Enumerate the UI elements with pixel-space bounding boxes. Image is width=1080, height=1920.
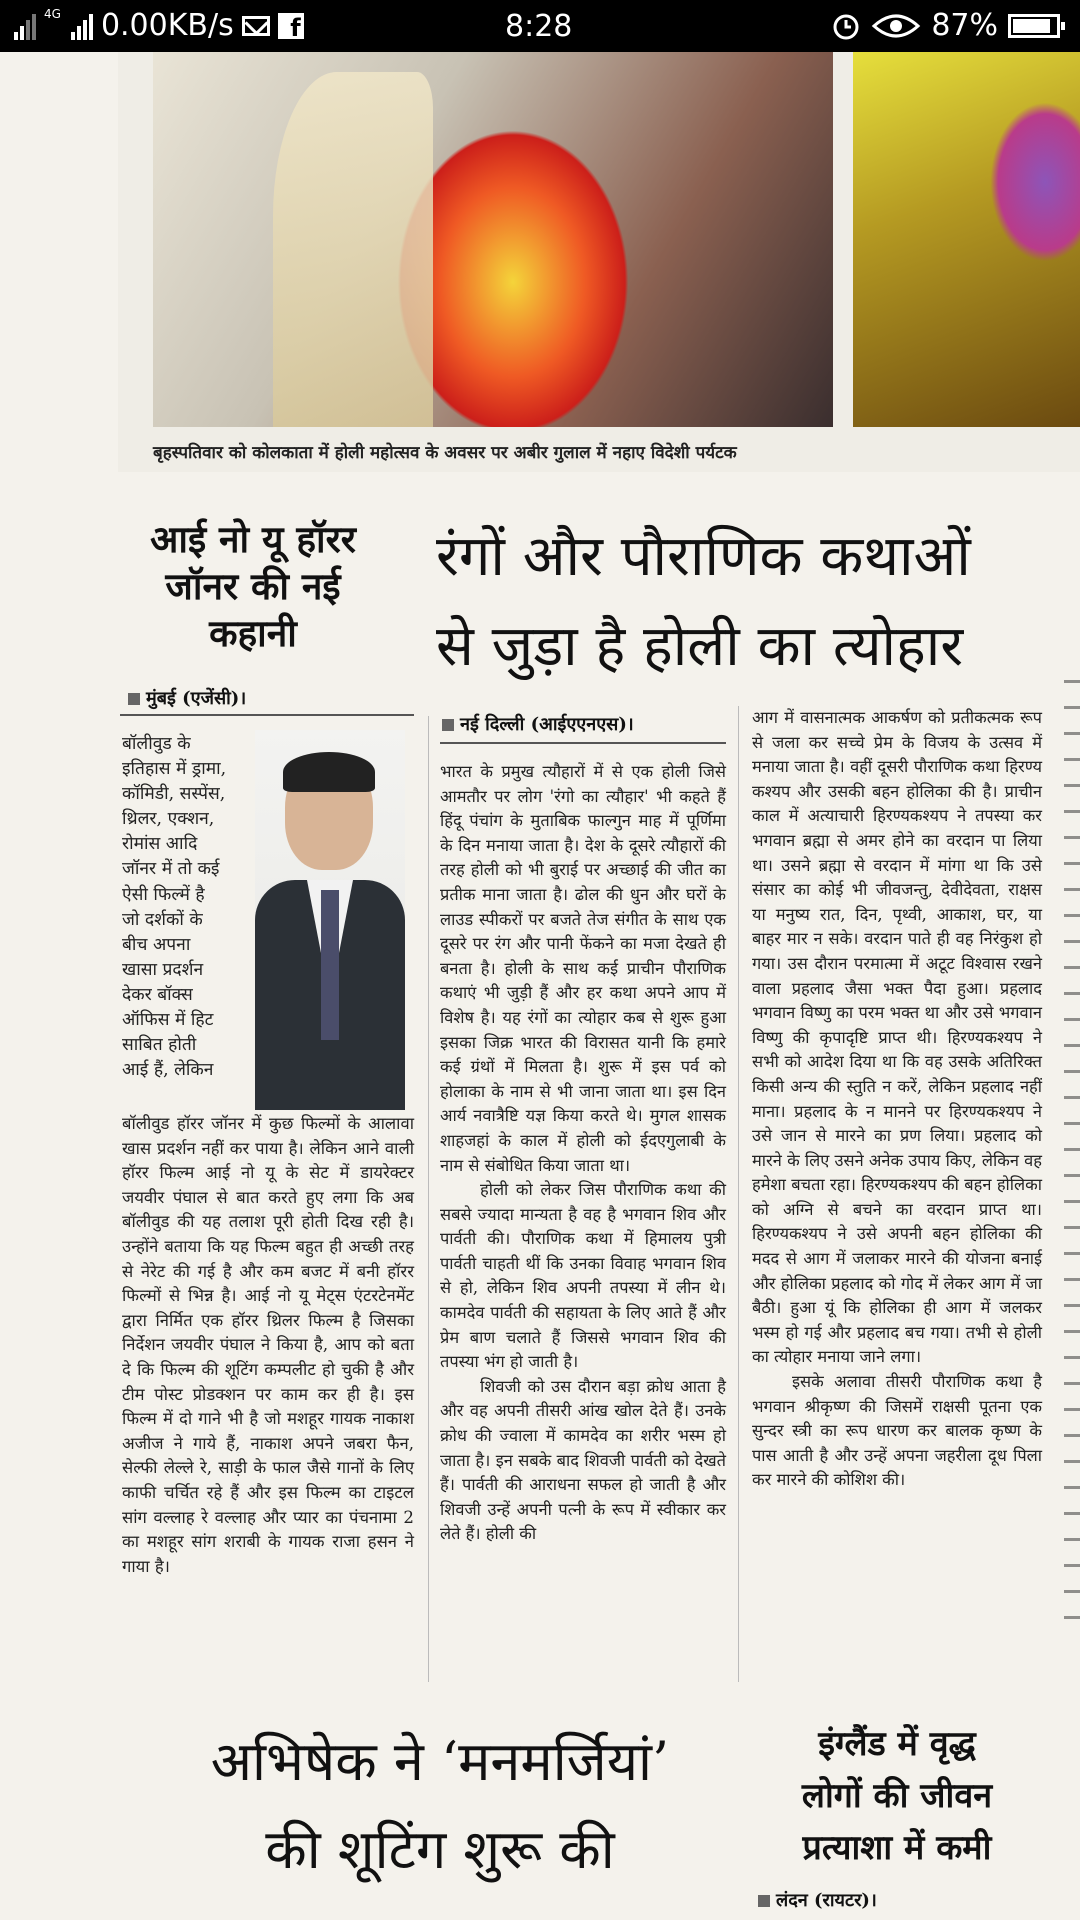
main-dateline-rule: [440, 742, 726, 744]
left-dateline-rule: [120, 714, 414, 716]
bottom-right-headline: [752, 1718, 1042, 1874]
wrap-line: बीच अपना: [122, 934, 191, 955]
main-col2-para-1: आग में वासनात्मक आकर्षण को प्रतीकत्मक रूप से जला कर सच्चे प्रेम के विजय के उत्सव में मनाया जाता है। वहीं दूसरी पौराणिक कथा हिरण्य कश्यप और उसकी बहन होलिका की है। प्राचीन काल में अत्याचारी हिरण्यकश्यप ने तपस्या कर भगवान ब्रह्मा से अमर होने का वरदान पा लिया था। उसने ब्रह्मा से वरदान में मांगा था कि उसे संसार का कोई भी जीवजन्तु, देवीदेवता, राक्षस या मनुष्य रात, दिन, पृथ्वी, आकाश, घर, या बाहर मार न सके। वरदान पाते ही वह निरंकुश हो गया। उस दौरान परमात्मा में अटूट विश्वास रखने वाला प्रहलाद जैसा भक्त पैदा हुआ। प्रहलाद भगवान विष्णु का परम भक्त था और उसे भगवान विष्णु की कृपादृष्टि प्राप्त थी। हिरण्यकश्यप ने सभी को आदेश दिया था कि वह उसके अतिरिक्त किसी अन्य की स्तुति न करें, लेकिन प्रहलाद नहीं माना। प्रहलाद के न मानने पर हिरण्यकश्यप ने उसे जान से मारने का प्रण लिया। प्रहलाद को मारने के लिए उसने अनेक उपाय किए, लेकिन वह हमेशा बचता रहा। हिरण्यकश्यप की बहन होलिका को अग्नि से बचने का वरदान प्राप्त था। हिरण्यकश्यप ने उसे अपनी बहन होलिका की मदद से आग में जलाकर मारने की योजना बनाई और होलिका प्रहलाद को गोद में लेकर आग में जा बैठी। हुआ यूं कि होलिका ही आग में जलकर भस्म हो गई और प्रहलाद बच गया। तभी से होली का त्योहार मनाया जाने लगा।: [752, 708, 1042, 1367]
main-column-1: [440, 760, 726, 1547]
wrap-line: ऐसी फिल्में है: [122, 884, 205, 905]
battery-percent: 87%: [931, 8, 998, 43]
wrap-line: खासा प्रदर्शन: [122, 959, 204, 980]
wrap-line: आई हैं, लेकिन: [122, 1060, 214, 1081]
bottom-right-dateline-text: लंदन (रायटर)।: [776, 1890, 877, 1911]
main-dateline: [442, 712, 634, 736]
signal-icon: [14, 12, 36, 40]
status-right: [831, 8, 1060, 43]
wrap-line: ऑफिस में हिट: [122, 1010, 214, 1031]
eye-icon: [871, 11, 921, 41]
main-headline-line-1: रंगों और पौराणिक कथाओं: [436, 524, 971, 589]
status-left: [14, 8, 304, 43]
holi-photo: [118, 52, 1080, 472]
left-dateline: [128, 686, 246, 710]
network-tag: 4G: [44, 7, 61, 21]
left-article-body: [122, 1112, 414, 1579]
main-headline-line-2: से जुड़ा है होली का त्योहार: [436, 614, 964, 679]
facebook-icon: f: [278, 13, 304, 39]
wrap-line: बॉलीवुड के: [122, 734, 191, 754]
left-article-headline: [118, 516, 388, 657]
wrap-line: रोमांस आदि: [122, 834, 198, 855]
column-divider-1: [428, 716, 429, 1682]
main-article-headline: [436, 512, 1056, 692]
wrap-line: कॉमिडी, सस्पेंस,: [122, 784, 226, 805]
main-column-2: [752, 706, 1042, 1493]
wrap-line: देकर बॉक्स: [122, 984, 193, 1005]
left-dateline-text: मुंबई (एजेंसी)।: [146, 688, 247, 709]
status-bar: [0, 0, 1080, 52]
main-col2-para-2: इसके अलावा तीसरी पौराणिक कथा है भगवान श्रीकृष्ण की जिसमें राक्षसी पूतना एक सुन्दर स्त्री का रूप धारण कर बालक कृष्ण के पास आती है और उन्हें अपना जहरीला दूध पिला कर मारने की कोशिश की।: [752, 1372, 1042, 1490]
main-col1-para-2: होली को लेकर जिस पौराणिक कथा की सबसे ज्यादा मान्यता है वह है भगवान शिव और पार्वती की। पौराणिक कथा में हिमालय पुत्री पार्वती चाहती थीं कि उनका विवाह भगवान शिव से हो, लेकिन शिव अपनी तपस्या में लीन थे। कामदेव पार्वती की सहायता के लिए आते हैं और प्रेम बाण चलाते हैं जिससे भगवान शिव की तपस्या भंग हो जाती है।: [440, 1180, 726, 1372]
bottom-left-headline-line-2: की शूटिंग शुरू की: [265, 1818, 615, 1881]
wrap-line: जो दर्शकों के: [122, 909, 203, 930]
wrap-line: थ्रिलर, एक्शन,: [122, 809, 215, 830]
bottom-right-dateline: [758, 1888, 877, 1912]
alarm-icon: [831, 11, 861, 41]
mail-icon: [242, 16, 270, 36]
main-col1-para-3: शिवजी को उस दौरान बड़ा क्रोध आता है और वह अपनी तीसरी आंख खोल देते हैं। उनके क्रोध की ज्वाला में कामदेव का शरीर भस्म हो जाता है। इन सबके बाद शिवजी पार्वती को देखते हैं। पार्वती की आराधना सफल हो जाती है और शिवजी उन्हें अपनी पत्नी के रूप में स्वीकार कर लेते हैं। होली की: [440, 1376, 726, 1544]
bottom-left-headline: [120, 1718, 760, 1894]
left-headline-line-2: जॉनर की नई: [165, 564, 341, 608]
photo-caption: बृहस्पतिवार को कोलकाता में होली महोत्सव के अवसर पर अबीर गुलाल में नहाए विदेशी पर्यटक: [153, 443, 737, 463]
main-col1-para-1: भारत के प्रमुख त्यौहारों में से एक होली जिसे आमतौर पर लोग 'रंगो का त्यौहार' भी कहते हैं हिंदू पंचांग के मुताबिक फाल्गुन माह में पूर्णिमा के दिन मनाया जाता है। देश के दूसरे त्यौहारों की तरह होली को भी बुराई पर अच्छाई की जीत का प्रतीक माना जाता है। ढोल की धुन और घरों के लाउड स्पीकरों पर बजते तेज संगीत के साथ एक दूसरे पर रंग और पानी फेंकने का मजा देखते ही बनता है। होली के साथ कई प्राचीन पौराणिक कथाएं भी जुड़ी हैं और हर कथा अपने आप में विशेष है। यह रंगों का त्योहार कब से शुरू हुआ इसका जिक्र भारत की विरासत यानी कि हमारे कई ग्रंथों में मिलता है। शुरू में इस पर्व को होलाका के नाम से भी जाना जाता था। इस दिन आर्य नवात्रैष्टि यज्ञ किया करते थे। मुगल शासक शाहजहां के काल में होली को ईदएगुलाबी के नाम से संबोधित किया जाता था।: [440, 762, 726, 1175]
bottom-right-headline-line-3: प्रत्याशा में कमी: [802, 1828, 992, 1868]
left-wrap-text: [122, 732, 248, 1083]
left-headline-line-1: आई नो यू हॉरर: [150, 517, 356, 561]
signal-icon-2: [71, 12, 93, 40]
portrait-photo: [255, 730, 405, 1110]
wrap-line: इतिहास में ड्रामा,: [122, 759, 227, 780]
column-divider-2: [738, 706, 739, 1682]
bottom-left-headline-line-1: अभिषेक ने ‘मनमर्जियां’: [210, 1730, 670, 1793]
left-body-text: बॉलीवुड हॉरर जॉनर में कुछ फिल्मों के आलावा खास प्रदर्शन नहीं कर पाया है। लेकिन आने वाली हॉरर फिल्म आई नो यू के सेट में डायरेक्टर जयवीर पंघाल से बात करते हुए लगा कि अब बॉलीवुड की यह तलाश पूरी होती दिख रही है। उन्होंने बताया कि यह फिल्म बहुत ही अच्छी तरह से नेरेट की गई है और कम बजट में बनी हॉरर फिल्मों से भिन्न है। आई नो यू मेट्स एंटरटेनमेंट द्वारा निर्मित एक हॉरर थ्रिलर फिल्म है जिसका निर्देशन जयवीर पंघाल ने किया है, आप को बता दे कि फिल्म की शूटिंग कम्पलीट हो चुकी है और टीम पोस्ट प्रोडक्शन पर काम कर ही है। इस फिल्म में दो गाने भी है जो मशहूर गायक नाकाश अजीज ने गाये हैं, नाकाश अपने जबरा फैन, सेल्फी लेल्ले रे, साड़ी के फाल जैसे गानों के लिए काफी चर्चित रहे हैं और इस फिल्म का टाइटल सांग वल्लाह रे वल्लाह और प्यार का पंचनामा 2 का मशहूर सांग शराबी के गायक राजा हसन ने गाया है।: [122, 1114, 414, 1576]
main-dateline-text: नई दिल्ली (आईएएनएस)।: [460, 714, 634, 735]
wrap-line: साबित होती: [122, 1035, 197, 1056]
photo-main-image: [153, 52, 833, 427]
next-column-edge: [1064, 680, 1080, 1640]
bottom-right-headline-line-2: लोगों की जीवन: [801, 1776, 993, 1816]
wrap-line: जॉनर में तो कई: [122, 859, 220, 880]
left-headline-line-3: कहानी: [209, 611, 297, 655]
bottom-right-headline-line-1: इंग्लैंड में वृद्ध: [818, 1724, 976, 1764]
photo-side-image: [853, 52, 1080, 427]
network-speed: 0.00KB/s: [100, 8, 234, 43]
clock: 8:28: [505, 9, 573, 44]
battery-icon: [1008, 14, 1060, 38]
